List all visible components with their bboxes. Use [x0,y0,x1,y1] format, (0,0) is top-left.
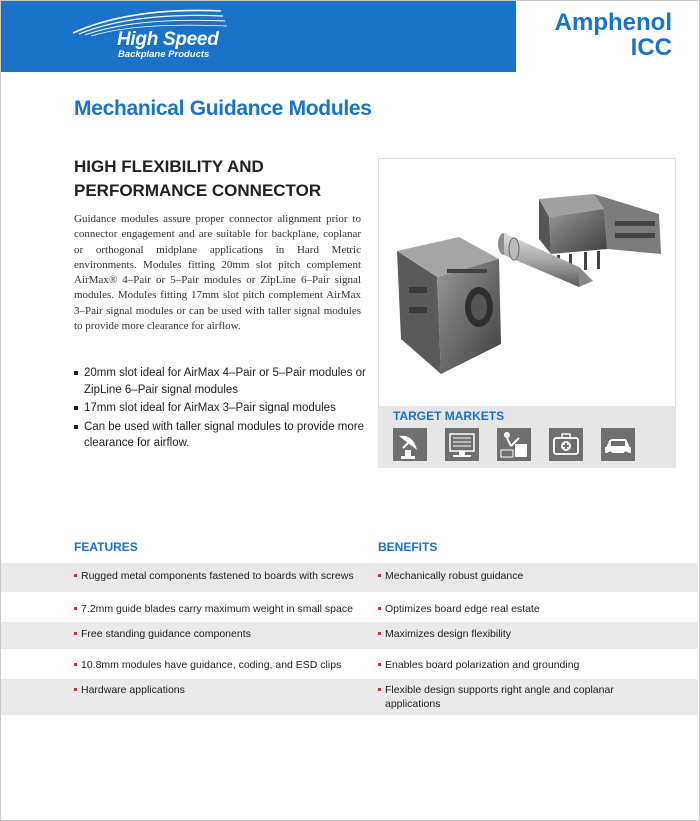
car-icon [601,428,635,461]
factory-robot-icon [497,428,531,461]
target-markets-panel [378,406,676,468]
product-image [378,158,676,408]
bullet-square-icon [378,607,381,610]
bullet-item: 20mm slot ideal for AirMax 4–Pair or 5–Pair modules or ZipLine 6–Pair signal modules [74,365,369,398]
benefit-item: Maximizes design flexibility [378,627,511,641]
header-banner [1,1,516,72]
brand-line-1: Amphenol [554,9,672,36]
bullet-square-icon [378,663,381,666]
bullet-square-icon [74,688,77,691]
page-title: Mechanical Guidance Modules [74,97,372,120]
feature-item: 10.8mm modules have guidance, coding, and ESD clips [74,658,341,672]
bullet-square-icon [74,371,78,375]
benefit-item: Optimizes board edge real estate [378,602,540,616]
bullet-square-icon [74,663,77,666]
bullet-square-icon [74,632,77,635]
benefit-item: Flexible design supports right angle and coplanar applications [378,683,630,711]
bullet-item: 17mm slot ideal for AirMax 3–Pair signal modules [74,400,369,417]
benefit-item: Mechanically robust guidance [378,569,523,583]
bullet-square-icon [74,574,77,577]
headline: HIGH FLEXIBILITY AND PERFORMANCE CONNECTOR [74,157,322,200]
bullet-square-icon [378,688,381,691]
benefits-heading: BENEFITS [378,540,438,554]
server-icon [445,428,479,461]
logo-title: High Speed [117,29,219,50]
logo-subtitle: Backplane Products [118,49,210,60]
bullet-square-icon [74,425,78,429]
feature-item: Hardware applications [74,683,185,697]
bullet-square-icon [74,406,78,410]
feature-item: Rugged metal components fastened to boards with screws [74,569,354,583]
guidance-module-illustration [379,159,675,407]
target-markets-title: TARGET MARKETS [393,409,505,423]
intro-paragraph: Guidance modules assure proper connector alignment prior to connector engagement and are suitable for backplane, coplanar or orthogonal midplane applications in Hard Metric environments. Modules fitting 20mm slot pitch complement AirMax® 4–Pair or 5–Pair modules or ZipLine 6–Pair signal modules. Modules fitting 17mm slot pitch complement AirMax 3–Pair signal modules or can be used with taller signal modules to provide more clearance for airflow. [74,213,361,333]
features-heading: FEATURES [74,540,138,554]
medical-kit-icon [549,428,583,461]
bullet-item: Can be used with taller signal modules to provide more clearance for airflow. [74,419,369,452]
satellite-dish-icon [393,428,427,461]
brand-name [555,10,672,60]
feature-item: Free standing guidance components [74,627,251,641]
bullet-square-icon [378,632,381,635]
feature-item: 7.2mm guide blades carry maximum weight in small space [74,602,353,616]
bullet-square-icon [74,607,77,610]
bullet-list [74,365,369,454]
brand-line-2: ICC [630,34,672,61]
bullet-square-icon [378,574,381,577]
benefit-item: Enables board polarization and grounding [378,658,579,672]
